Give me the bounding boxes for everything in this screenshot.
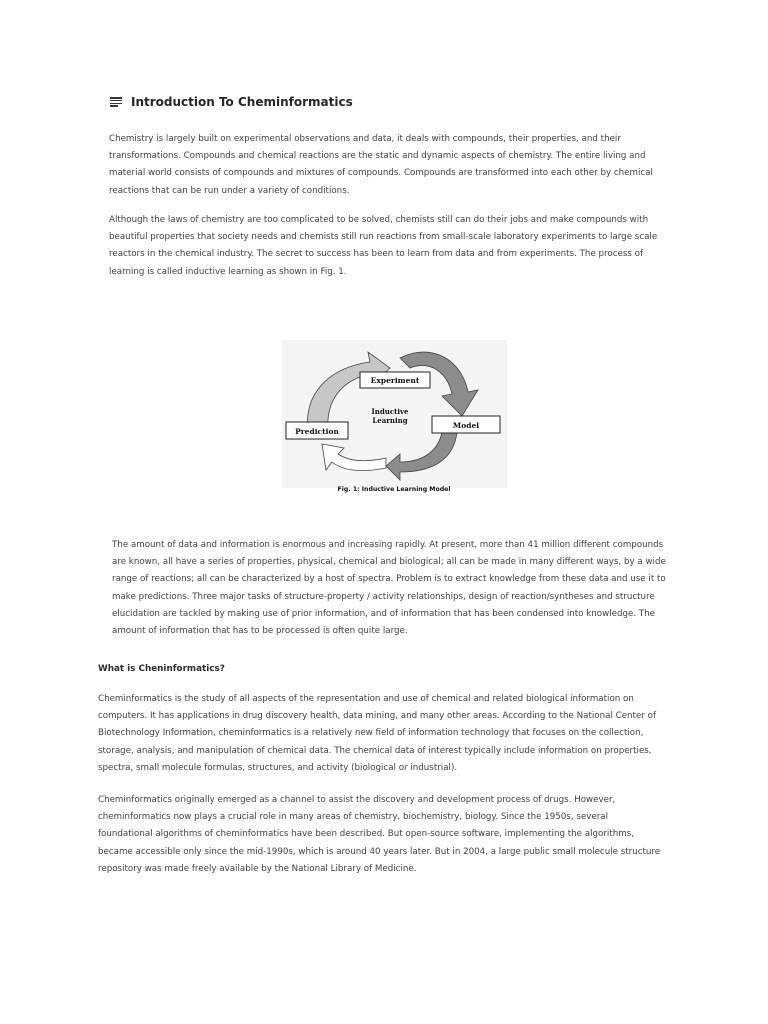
- section-heading: [110, 95, 353, 109]
- center-label-line-1: Inductive: [371, 407, 409, 416]
- body-paragraph-4: Cheminformatics is the study of all aspects of the representation and use of chemical and related biological information on computers. It has applications in drug discovery health, data mining, and many other areas. According to the National Center of Biotechnology Information, cheminformatics is a relatively new field of information technology that focuses on the collection, storage, analysis, and manipulation of chemical data. The chemical data of interest typically include information on properties, spectra, small molecule formulas, structures, and activity (biological or industrial).: [98, 694, 657, 773]
- experiment-label: Experiment: [370, 376, 420, 385]
- center-label-line-2: Learning: [372, 416, 408, 425]
- body-paragraph-5: Cheminformatics originally emerged as a channel to assist the discovery and development process of drugs. However, cheminformatics now plays a crucial role in many areas of chemistry, biochemistry, biology. Since the 1950s, several foundational algorithms of cheminformatics have been described. But open-source software, implementing the algorithms, became accessible only since the mid-1990s, which is around 40 years later. But in 2004, a large public small molecule structure repository was made freely available by the National Library of Medicine.: [98, 795, 661, 874]
- intro-paragraph-2: Although the laws of chemistry are too complicated to be solved, chemists still can do their jobs and make compounds with beautiful properties that society needs and chemists still run reactions from small-scale laboratory experiments to large scale reactors in the chemical industry. The secret to success has been to learn from data and from experiments. The process of learning is called inductive learning as shown in Fig. 1.: [109, 215, 658, 277]
- section-title: Introduction To Cheminformatics: [131, 95, 353, 109]
- body-paragraph-3: The amount of data and information is enormous and increasing rapidly. At present, more than 41 million different compounds are known, all have a series of properties, physical, chemical and biological; all can be made in many different ways, by a wide range of reactions; all can be characterized by a host of spectra. Problem is to extract knowledge from these data and use it to make predictions. Three major tasks of structure-property / activity relationships, design of reaction/syntheses and structure elucidation are tackled by making use of prior information, and of information that has been condensed into knowledge. The amount of information that has to be processed is often quite large.: [112, 540, 666, 637]
- prediction-label: Prediction: [295, 427, 339, 436]
- subheading-what-is: What is Cheninformatics?: [98, 664, 225, 674]
- figure-caption: Fig. 1: Inductive Learning Model: [337, 486, 451, 493]
- inductive-learning-figure: [282, 340, 507, 498]
- list-icon: [110, 97, 122, 107]
- intro-paragraph-1: Chemistry is largely built on experimental observations and data, it deals with compounds, their properties, and their transformations. Compounds and chemical reactions are the static and dynamic aspects of chemistry. The entire living and material world consists of compounds and mixtures of compounds. Compounds are transformed into each other by chemical reactions that can be run under a variety of conditions.: [109, 134, 653, 196]
- model-label: Model: [452, 421, 480, 430]
